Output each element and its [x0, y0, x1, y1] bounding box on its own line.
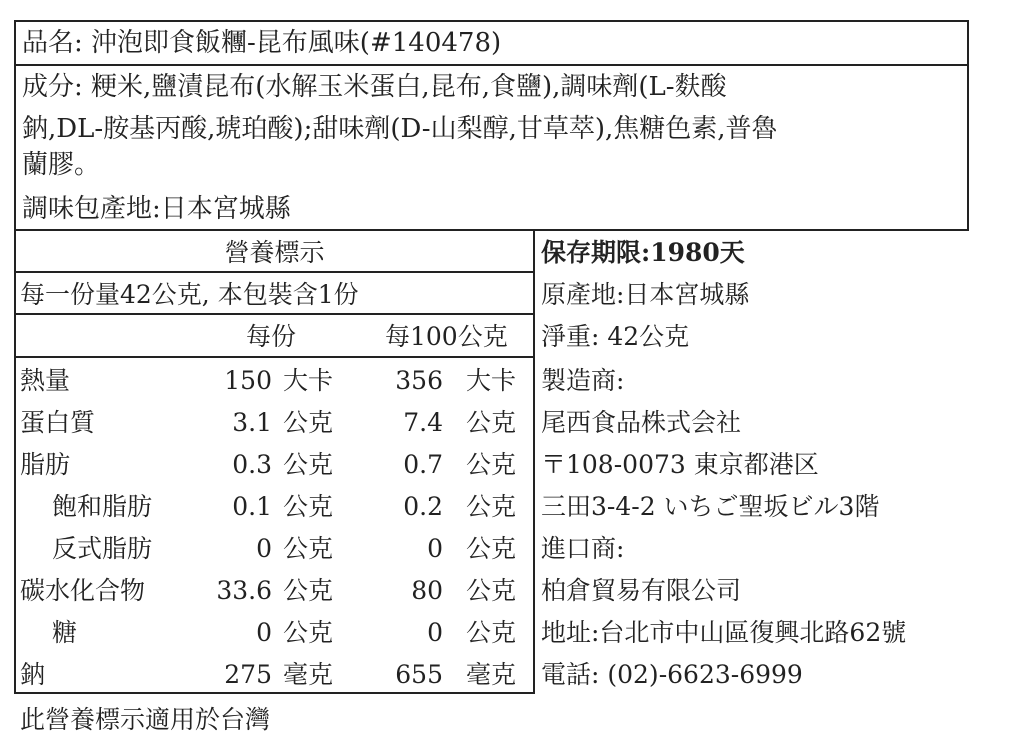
value-per-serving: 3.1	[232, 408, 272, 437]
value-per-serving: 0.1	[232, 492, 272, 521]
nutrition-footnote: 此營養標示適用於台灣	[20, 705, 271, 734]
nutrition-bottom-border	[14, 692, 535, 694]
value-per-100g: 0.2	[403, 492, 443, 521]
origin: 原產地:日本宮城縣	[541, 280, 750, 309]
manufacturer-label: 製造商:	[541, 366, 625, 395]
manufacturer-address: 三田3-4-2 いちご聖坂ビル3階	[541, 492, 880, 521]
nutrition-right-border	[533, 229, 535, 694]
ingredients-line-1: 成分: 粳米,鹽漬昆布(水解玉米蛋白,昆布,食鹽),調味劑(L-麩酸	[22, 72, 727, 102]
shelf-life: 保存期限:1980天	[541, 238, 745, 267]
unit-per-100g: 公克	[466, 492, 517, 521]
importer-name: 柏倉貿易有限公司	[541, 576, 742, 605]
unit-per-serving: 公克	[283, 492, 334, 521]
nutrition-title: 營養標示	[224, 238, 325, 267]
nutrient-name: 碳水化合物	[20, 576, 146, 605]
value-per-100g: 655	[395, 660, 443, 689]
nutrient-name: 飽和脂肪	[52, 492, 153, 521]
unit-per-100g: 大卡	[466, 366, 517, 395]
value-per-serving: 33.6	[216, 576, 272, 605]
header-divider	[14, 356, 535, 358]
nutrient-name: 蛋白質	[20, 408, 96, 437]
unit-per-100g: 公克	[466, 534, 517, 563]
serving-size: 每一份量42公克, 本包裝含1份	[20, 280, 359, 309]
ingredients-line-3: 蘭膠。	[22, 150, 101, 180]
value-per-serving: 0	[256, 534, 272, 563]
title-divider	[14, 271, 535, 273]
right-border-top	[967, 20, 969, 231]
importer-label: 進口商:	[541, 534, 625, 563]
top-border	[14, 20, 969, 22]
manufacturer-postal: 〒108-0073 東京都港区	[541, 450, 819, 479]
value-per-100g: 356	[395, 366, 443, 395]
unit-per-100g: 公克	[466, 618, 517, 647]
unit-per-serving: 公克	[283, 450, 334, 479]
importer-phone: 電話: (02)-6623-6999	[541, 660, 803, 689]
name-row-bottom	[14, 64, 969, 66]
seasoning-origin: 調味包產地:日本宮城縣	[22, 194, 291, 224]
unit-per-serving: 公克	[283, 408, 334, 437]
value-per-serving: 275	[224, 660, 272, 689]
unit-per-100g: 公克	[466, 408, 517, 437]
value-per-100g: 0	[427, 534, 443, 563]
value-per-100g: 0.7	[403, 450, 443, 479]
left-border-top	[14, 20, 16, 231]
value-per-serving: 150	[224, 366, 272, 395]
value-per-100g: 80	[411, 576, 443, 605]
serving-divider	[14, 313, 535, 315]
col-per-serving: 每份	[246, 322, 297, 351]
product-name: 品名: 沖泡即食飯糰-昆布風味(#140478)	[22, 28, 502, 58]
col-per-100g: 每100公克	[385, 322, 508, 351]
nutrition-left-border	[14, 229, 16, 694]
ingredients-line-2: 鈉,DL-胺基丙酸,琥珀酸);甜味劑(D-山梨醇,甘草萃),焦糖色素,普魯	[22, 114, 778, 144]
nutrient-name: 糖	[52, 618, 78, 647]
importer-address: 地址:台北市中山區復興北路62號	[541, 618, 907, 647]
nutrient-name: 熱量	[20, 366, 71, 395]
unit-per-100g: 毫克	[466, 660, 517, 689]
manufacturer-name: 尾西食品株式会社	[541, 408, 742, 437]
value-per-100g: 0	[427, 618, 443, 647]
nutrient-name: 脂肪	[20, 450, 71, 479]
nutrient-name: 反式脂肪	[52, 534, 153, 563]
unit-per-100g: 公克	[466, 450, 517, 479]
value-per-100g: 7.4	[403, 408, 443, 437]
unit-per-serving: 公克	[283, 534, 334, 563]
unit-per-serving: 公克	[283, 576, 334, 605]
unit-per-100g: 公克	[466, 576, 517, 605]
nutrient-name: 鈉	[20, 660, 46, 689]
value-per-serving: 0.3	[232, 450, 272, 479]
ingredients-bottom	[14, 229, 969, 231]
unit-per-serving: 毫克	[283, 660, 334, 689]
value-per-serving: 0	[256, 618, 272, 647]
net-weight: 淨重: 42公克	[541, 322, 690, 351]
unit-per-serving: 公克	[283, 618, 334, 647]
unit-per-serving: 大卡	[283, 366, 334, 395]
